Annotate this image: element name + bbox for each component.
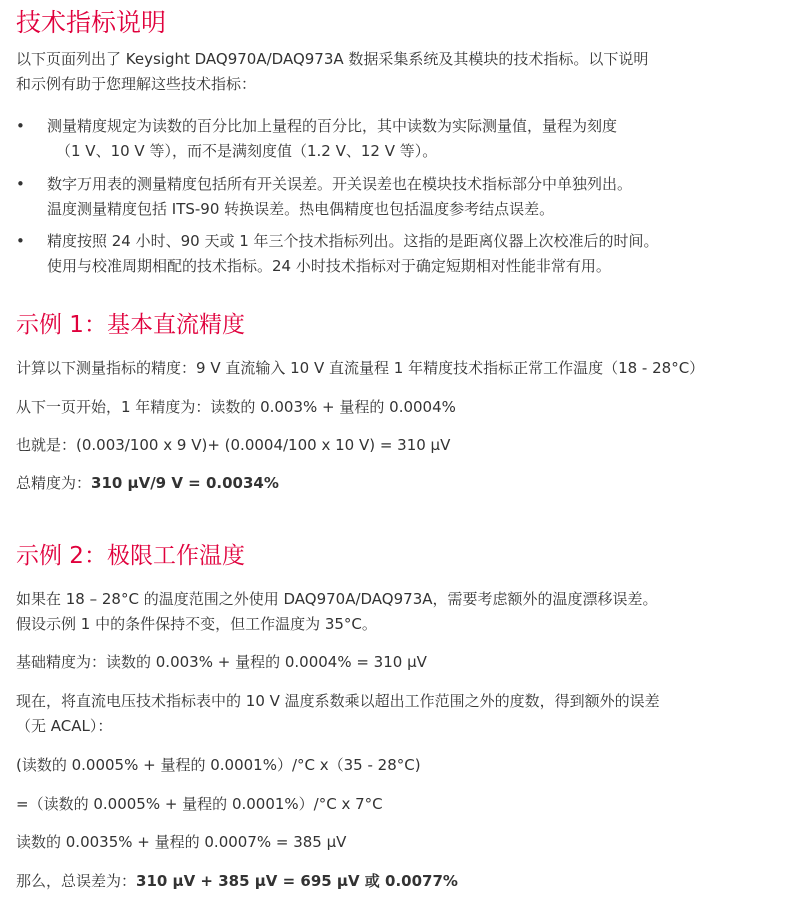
- example1-paragraph-3: 也就是：(0.003/100 x 9 V)+ (0.0004/100 x 10 V) = 310 µV: [16, 436, 451, 454]
- example2-p3-line-2: （无 ACAL）：: [16, 717, 113, 735]
- example2-p1-line-1: 如果在 18 – 28°C 的温度范围之外使用 DAQ970A/DAQ973A，需要考虑额外的温度漂移误差。: [16, 590, 658, 608]
- total-value: 310 µV/9 V = 0.0034%: [91, 474, 279, 492]
- example2-heading: 示例 2：极限工作温度: [16, 543, 245, 569]
- example2-paragraph-3: [16, 689, 660, 739]
- example1-paragraph-1: 计算以下测量指标的精度：9 V 直流输入 10 V 直流量程 1 年精度技术指标正常工作温度（18 - 28°C）: [16, 359, 705, 377]
- intro-paragraph: [16, 47, 648, 97]
- example2-p3-line-1: 现在，将直流电压技术指标表中的 10 V 温度系数乘以超出工作范围之外的度数，得到额外的误差: [16, 692, 660, 710]
- bullet-dot: •: [16, 117, 25, 135]
- bullet-line-2: （1 V、10 V 等），而不是满刻度值（1.2 V、12 V 等）。: [56, 142, 438, 160]
- total-label: 总精度为：: [16, 474, 92, 492]
- bullet-line-1: 精度按照 24 小时、90 天或 1 年三个技术指标列出。这指的是距离仪器上次校准后的时间。: [47, 232, 659, 250]
- bullet-line-1: 数字万用表的测量精度包括所有开关误差。开关误差也在模块技术指标部分中单独列出。: [47, 175, 633, 193]
- total-error-label: 那么，总误差为：: [16, 872, 137, 890]
- example2-paragraph-4: (读数的 0.0005% + 量程的 0.0001%）/°C x（35 - 28°C): [16, 756, 421, 774]
- bullet-line-2: 温度测量精度包括 ITS-90 转换误差。热电偶精度也包括温度参考结点误差。: [47, 200, 555, 218]
- bullet-line-2: 使用与校准周期相配的技术指标。24 小时技术指标对于确定短期相对性能非常有用。: [47, 257, 611, 275]
- example2-paragraph-2: 基础精度为：读数的 0.003% + 量程的 0.0004% = 310 µV: [16, 653, 427, 671]
- example2-paragraph-5: =（读数的 0.0005% + 量程的 0.0001%）/°C x 7°C: [16, 795, 383, 813]
- example1-heading: 示例 1：基本直流精度: [16, 312, 245, 338]
- bullet-line-1: 测量精度规定为读数的百分比加上量程的百分比，其中读数为实际测量值，量程为刻度: [47, 117, 618, 135]
- example2-total: [16, 869, 458, 894]
- example2-paragraph-6: 读数的 0.0035% + 量程的 0.0007% = 385 µV: [16, 833, 347, 851]
- example2-paragraph-1: [16, 587, 658, 637]
- intro-line-2: 和示例有助于您理解这些技术指标：: [16, 75, 257, 93]
- bullet-dot: •: [16, 232, 25, 250]
- example1-total: [16, 471, 279, 496]
- example1-paragraph-2: 从下一页开始，1 年精度为：读数的 0.003% + 量程的 0.0004%: [16, 398, 456, 416]
- bullet-dot: •: [16, 175, 25, 193]
- intro-line-1: 以下页面列出了 Keysight DAQ970A/DAQ973A 数据采集系统及其模块的技术指标。以下说明: [16, 50, 649, 68]
- example2-p1-line-2: 假设示例 1 中的条件保持不变，但工作温度为 35°C。: [16, 615, 377, 633]
- total-error-value: 310 µV + 385 µV = 695 µV 或 0.0077%: [136, 872, 458, 890]
- page-title: 技术指标说明: [16, 8, 167, 37]
